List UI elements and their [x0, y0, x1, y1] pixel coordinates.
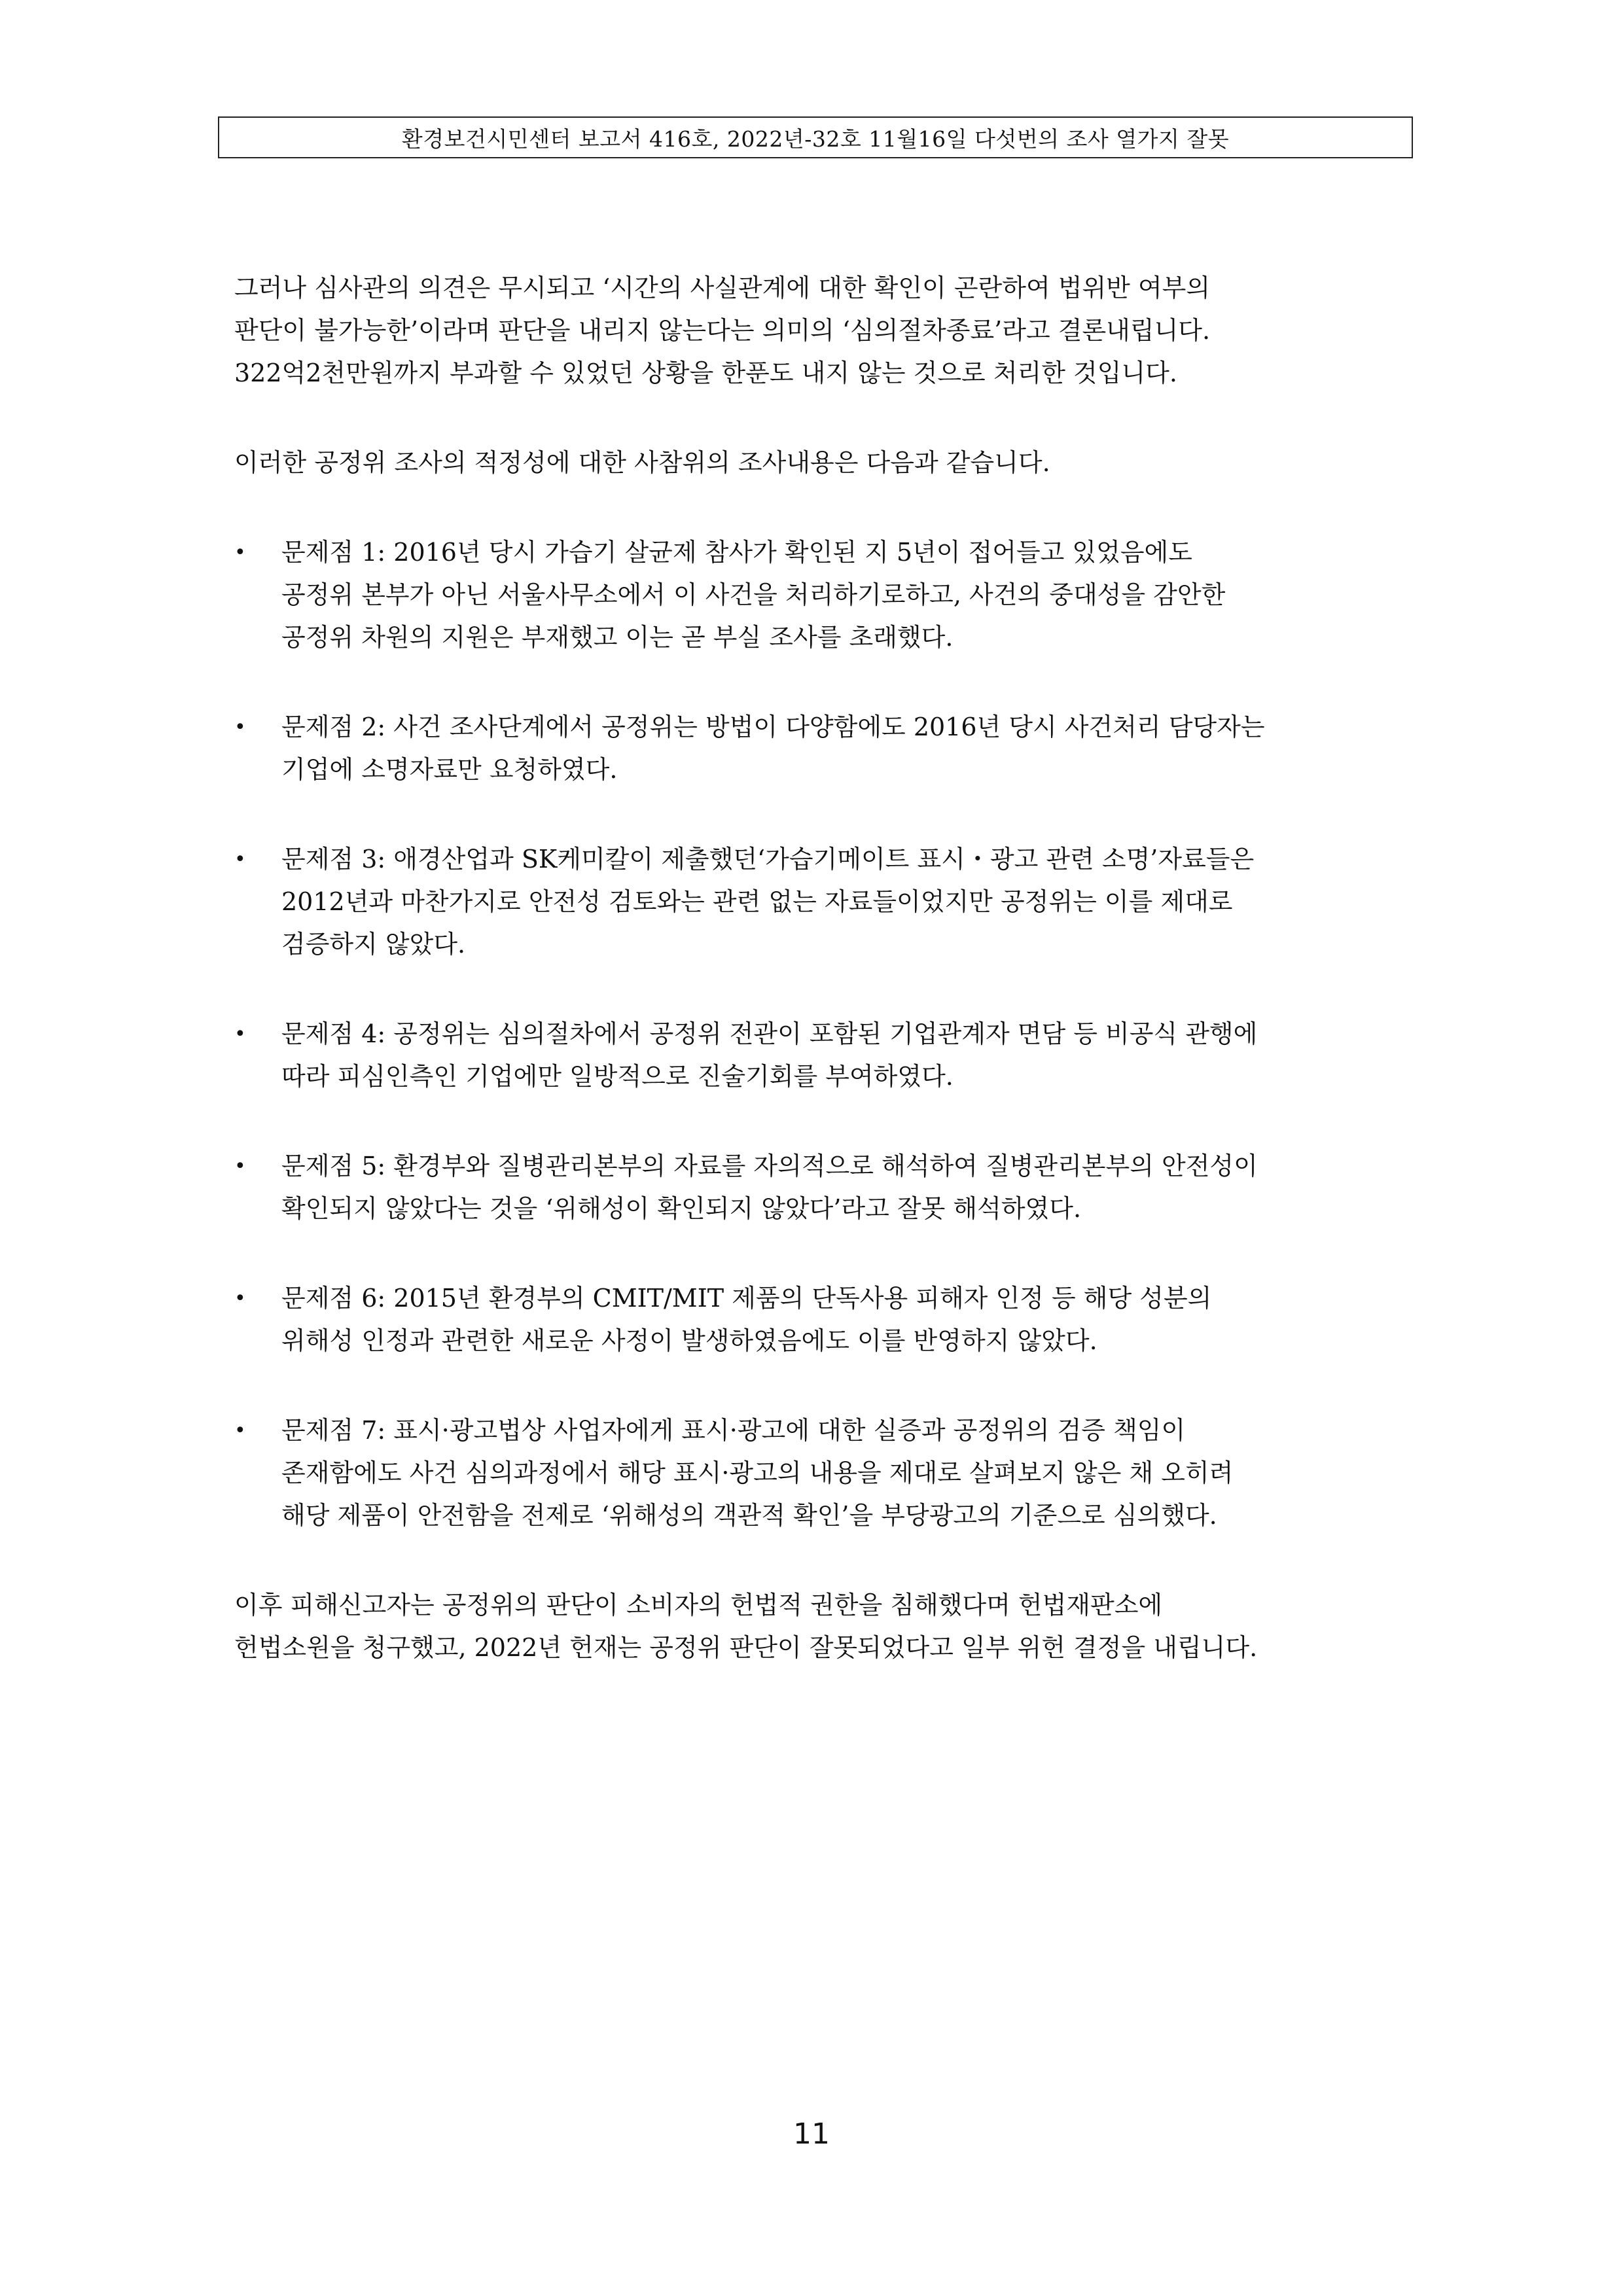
text-line: 문제점 6: 2015년 환경부의 CMIT/MIT 제품의 단독사용 피해자 인정 등 해당 성분의 [281, 1284, 1212, 1313]
bullet-icon: • [234, 541, 246, 564]
intro-paragraph [234, 267, 1412, 395]
text-line: 헌법소원을 청구했고, 2022년 헌재는 공정위 판단이 잘못되었다고 일부 위헌 결정을 내립니다. [234, 1633, 1258, 1662]
bullet-icon: • [234, 1155, 246, 1178]
bullet-icon: • [234, 1419, 246, 1442]
text-line: 이후 피해신고자는 공정위의 판단이 소비자의 헌법적 권한을 침해했다며 헌법재판소에 [234, 1591, 1163, 1619]
report-header: 환경보건시민센터 보고서 416호, 2022년-32호 11월16일 다섯번의 조사 열가지 잘못 [218, 116, 1413, 158]
issue-list [234, 531, 1412, 1537]
issue-item-4 [234, 1013, 1412, 1098]
issue-item-2 [234, 706, 1412, 791]
text-line: 문제점 4: 공정위는 심의절차에서 공정위 전관이 포함된 기업관계자 면담 등 비공식 관행에 [281, 1019, 1258, 1048]
text-line: 공정위 차원의 지원은 부재했고 이는 곧 부실 조사를 초래했다. [281, 623, 954, 652]
document-body [234, 267, 1412, 1716]
text-line: 해당 제품이 안전함을 전제로 ‘위해성의 객관적 확인’을 부당광고의 기준으로 심의했다. [281, 1501, 1217, 1530]
text-line: 그러나 심사관의 의견은 무시되고 ‘시간의 사실관계에 대한 확인이 곤란하여 법위반 여부의 [234, 274, 1211, 302]
text-line: 존재함에도 사건 심의과정에서 해당 표시·광고의 내용을 제대로 살펴보지 않은 채 오히려 [281, 1458, 1234, 1487]
bullet-icon: • [234, 848, 246, 871]
bullet-icon: • [234, 1023, 246, 1046]
text-line: 검증하지 않았다. [281, 930, 466, 959]
page-number: 11 [793, 2117, 830, 2151]
issue-item-7 [234, 1409, 1412, 1537]
bullet-icon: • [234, 716, 246, 739]
text-line: 공정위 본부가 아닌 서울사무소에서 이 사건을 처리하기로하고, 사건의 중대성을 감안한 [281, 580, 1226, 609]
issue-item-5 [234, 1145, 1412, 1230]
text-line: 2012년과 마찬가지로 안전성 검토와는 관련 없는 자료들이었지만 공정위는 이를 제대로 [281, 887, 1233, 916]
issue-item-3 [234, 838, 1412, 966]
text-line: 위해성 인정과 관련한 새로운 사정이 발생하였음에도 이를 반영하지 않았다. [281, 1326, 1097, 1355]
text-line: 문제점 3: 애경산업과 SK케미칼이 제출했던‘가습기메이트 표시・광고 관련 소명’자료들은 [281, 845, 1255, 874]
text-line: 322억2천만원까지 부과할 수 있었던 상황을 한푼도 내지 않는 것으로 처리한 것입니다. [234, 359, 1177, 387]
closing-paragraph [234, 1584, 1412, 1669]
text-line: 문제점 1: 2016년 당시 가습기 살균제 참사가 확인된 지 5년이 접어들고 있었음에도 [281, 538, 1192, 567]
text-line: 문제점 5: 환경부와 질병관리본부의 자료를 자의적으로 해석하여 질병관리본부의 안전성이 [281, 1152, 1258, 1180]
text-line: 판단이 불가능한’이라며 판단을 내리지 않는다는 의미의 ‘심의절차종료’라고 결론내립니다. [234, 316, 1211, 345]
text-line: 문제점 7: 표시·광고법상 사업자에게 표시·광고에 대한 실증과 공정위의 검증 책임이 [281, 1416, 1186, 1445]
text-line: 문제점 2: 사건 조사단계에서 공정위는 방법이 다양함에도 2016년 당시 사건처리 담당자는 [281, 713, 1265, 741]
text-line: 기업에 소명자료만 요청하였다. [281, 755, 618, 784]
lead-paragraph [234, 442, 1412, 484]
issue-item-1 [234, 531, 1412, 659]
issue-item-6 [234, 1277, 1412, 1362]
text-line: 확인되지 않았다는 것을 ‘위해성이 확인되지 않았다’라고 잘못 해석하였다. [281, 1194, 1082, 1223]
text-line: 이러한 공정위 조사의 적정성에 대한 사참위의 조사내용은 다음과 같습니다. [234, 448, 1050, 477]
bullet-icon: • [234, 1287, 246, 1310]
text-line: 따라 피심인측인 기업에만 일방적으로 진술기회를 부여하였다. [281, 1062, 954, 1091]
